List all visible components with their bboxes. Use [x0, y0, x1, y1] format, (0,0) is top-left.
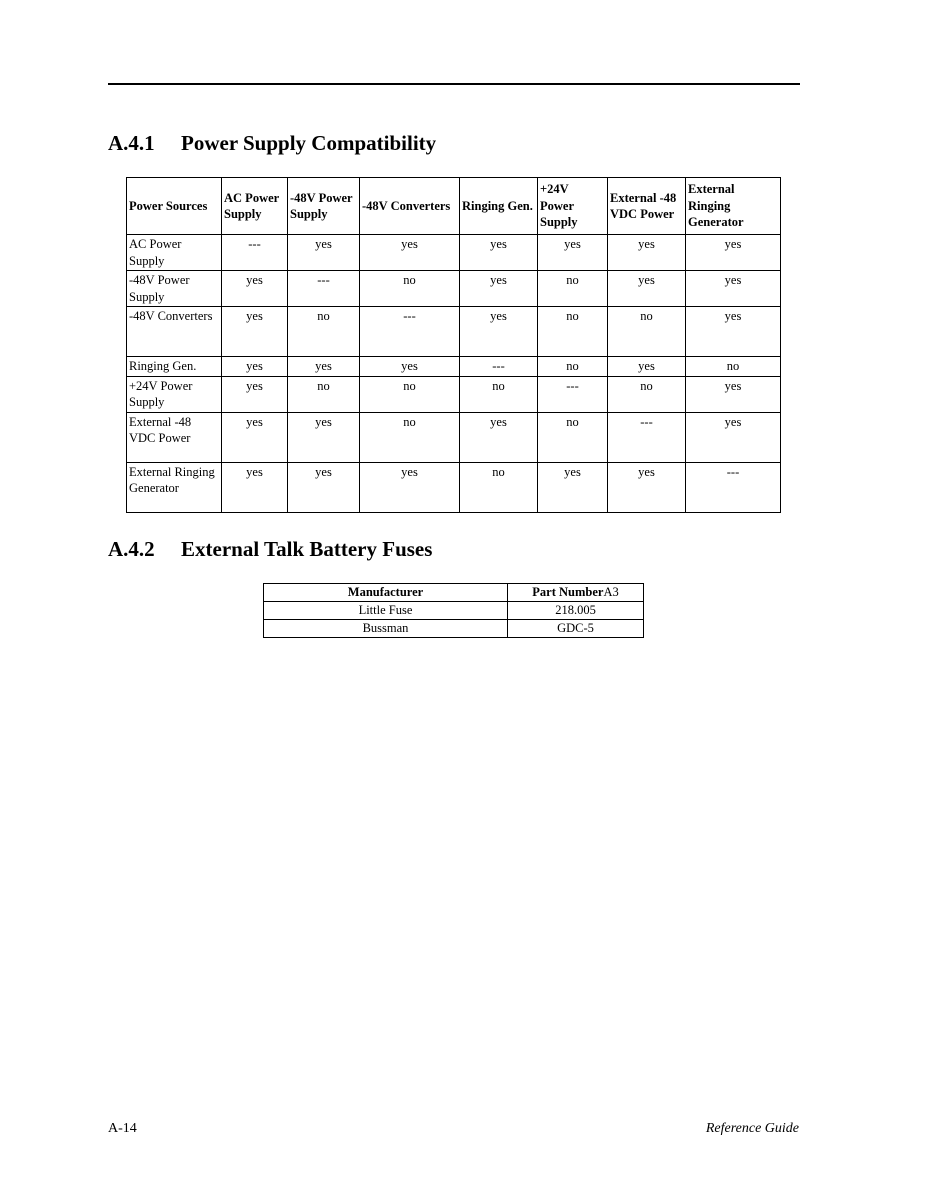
row-label: -48V Power Supply [127, 271, 222, 307]
part-number-header: Part Number [532, 585, 604, 599]
section-number: A.4.2 [108, 537, 155, 561]
table-cell: yes [360, 235, 460, 271]
table-cell: --- [288, 271, 360, 307]
section-heading-fuses [108, 537, 432, 562]
column-header [508, 584, 644, 602]
power-supply-compatibility-table [126, 177, 781, 513]
table-cell: yes [222, 357, 288, 377]
table-cell: --- [222, 235, 288, 271]
table-cell: yes [460, 307, 538, 357]
fuses-table [263, 583, 644, 638]
table-cell: yes [288, 412, 360, 462]
section-title: Power Supply Compatibility [181, 131, 437, 155]
table-cell: yes [686, 235, 781, 271]
row-label: External Ringing Generator [127, 462, 222, 512]
row-label: +24V Power Supply [127, 376, 222, 412]
table-cell: yes [460, 412, 538, 462]
table-row [127, 307, 781, 357]
table-row [127, 271, 781, 307]
table-cell: yes [608, 462, 686, 512]
table-cell: yes [538, 235, 608, 271]
table-cell: no [538, 271, 608, 307]
table-cell: yes [222, 376, 288, 412]
table-cell: yes [288, 357, 360, 377]
table-cell: yes [608, 271, 686, 307]
table-cell: no [360, 376, 460, 412]
table-cell: no [360, 412, 460, 462]
table-cell: no [608, 376, 686, 412]
table-cell: --- [460, 357, 538, 377]
table-cell: yes [360, 357, 460, 377]
table-cell: yes [222, 412, 288, 462]
table-cell: no [608, 307, 686, 357]
column-header: AC Power Supply [222, 178, 288, 235]
table-cell: yes [460, 235, 538, 271]
table-row [127, 376, 781, 412]
table-cell: no [460, 462, 538, 512]
table-cell: yes [222, 462, 288, 512]
table-row [264, 602, 644, 620]
section-heading-power-supply [108, 131, 436, 156]
table-cell: no [538, 307, 608, 357]
table-cell: --- [360, 307, 460, 357]
table-row [127, 462, 781, 512]
table-cell: yes [222, 307, 288, 357]
table-cell: no [288, 376, 360, 412]
table-cell: yes [288, 462, 360, 512]
table-cell: yes [608, 235, 686, 271]
table-cell: --- [608, 412, 686, 462]
section-title: External Talk Battery Fuses [181, 537, 433, 561]
table-cell: no [538, 412, 608, 462]
table-cell: no [538, 357, 608, 377]
table-cell: yes [360, 462, 460, 512]
column-header: Manufacturer [264, 584, 508, 602]
page-number: A-14 [108, 1121, 137, 1136]
table-row [127, 357, 781, 377]
table-cell: no [360, 271, 460, 307]
table-cell: yes [460, 271, 538, 307]
column-header: -48V Converters [360, 178, 460, 235]
table-row [127, 412, 781, 462]
column-header: External Ringing Generator [686, 178, 781, 235]
table-cell: Bussman [264, 620, 508, 638]
table-row [264, 620, 644, 638]
section-number: A.4.1 [108, 131, 155, 155]
header-suffix: A3 [603, 585, 619, 599]
table-cell: yes [222, 271, 288, 307]
column-header: External -48 VDC Power [608, 178, 686, 235]
row-label: External -48 VDC Power [127, 412, 222, 462]
table-cell: 218.005 [508, 602, 644, 620]
row-label: Ringing Gen. [127, 357, 222, 377]
table-cell: yes [608, 357, 686, 377]
column-header: +24V Power Supply [538, 178, 608, 235]
document-title: Reference Guide [705, 1121, 799, 1136]
top-rule [108, 83, 800, 85]
table-cell: Little Fuse [264, 602, 508, 620]
row-label: -48V Converters [127, 307, 222, 357]
column-header: Ringing Gen. [460, 178, 538, 235]
table-header-row [127, 178, 781, 235]
table-cell: yes [686, 376, 781, 412]
column-header: -48V Power Supply [288, 178, 360, 235]
table-cell: --- [538, 376, 608, 412]
table-header-row [264, 584, 644, 602]
column-header: Power Sources [127, 178, 222, 235]
table-cell: --- [686, 462, 781, 512]
table-cell: yes [538, 462, 608, 512]
table-cell: yes [686, 271, 781, 307]
row-label: AC Power Supply [127, 235, 222, 271]
table-cell: yes [686, 307, 781, 357]
table-cell: yes [686, 412, 781, 462]
table-cell: GDC-5 [508, 620, 644, 638]
table-cell: yes [288, 235, 360, 271]
table-row [127, 235, 781, 271]
table-cell: no [288, 307, 360, 357]
table-cell: no [460, 376, 538, 412]
table-cell: no [686, 357, 781, 377]
